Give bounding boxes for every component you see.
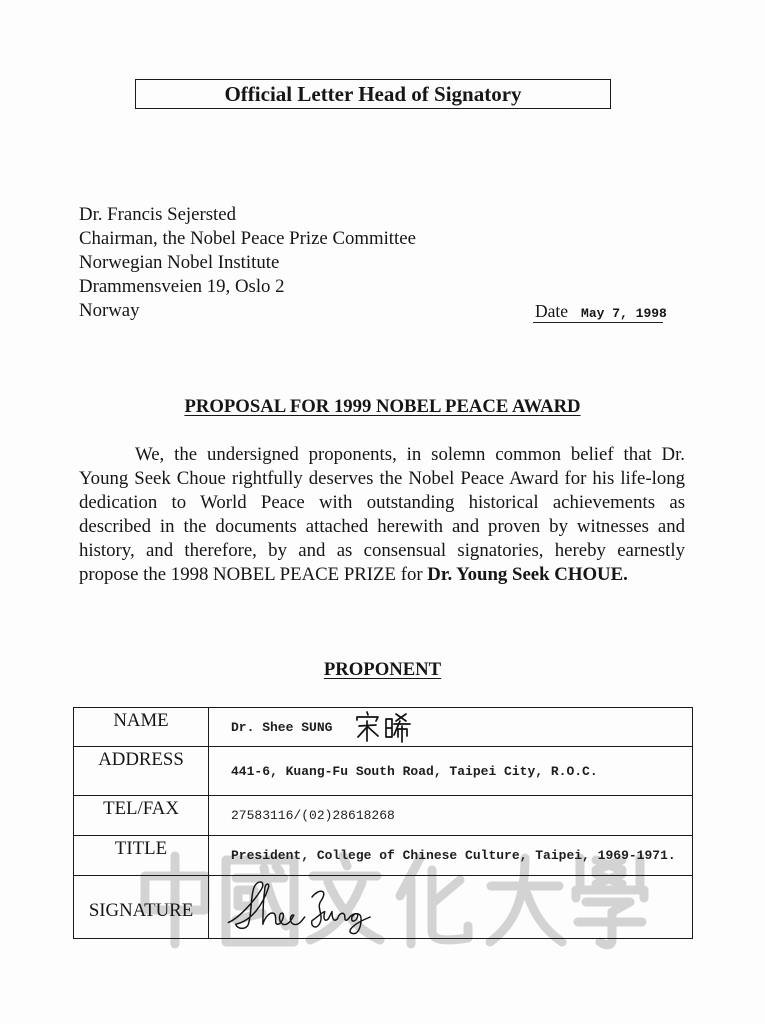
handwritten-glyph bbox=[386, 714, 410, 742]
paragraph-line: dedication to World Peace with outstanding historical achievements as bbox=[79, 492, 685, 513]
title-value: President, College of Chinese Culture, Taipei, 1969-1971. bbox=[231, 848, 676, 863]
paragraph-line: Young Seek Choue rightfully deserves the Nobel Peace Award for his life-long bbox=[79, 468, 685, 489]
recipient-line: Norway bbox=[79, 300, 140, 321]
handwritten-glyph bbox=[357, 712, 378, 741]
paragraph-closing-line bbox=[79, 563, 685, 587]
recipient-line: Drammensveien 19, Oslo 2 bbox=[79, 276, 285, 297]
recipient-address-block bbox=[79, 203, 416, 323]
address-label: ADDRESS bbox=[74, 747, 209, 796]
handwritten-signature bbox=[217, 877, 387, 937]
nominee-name: Dr. Young Seek CHOUE. bbox=[427, 564, 628, 585]
title-value-cell bbox=[209, 836, 692, 876]
recipient-line: Dr. Francis Sejersted bbox=[79, 204, 236, 225]
proposal-heading-text: PROPOSAL FOR 1999 NOBEL PEACE AWARD bbox=[184, 396, 581, 417]
paragraph-line: history, and therefore, by and as consensual signatories, hereby earnestly bbox=[79, 540, 685, 561]
letterhead-title: Official Letter Head of Signatory bbox=[224, 81, 522, 106]
proposal-paragraph bbox=[79, 443, 685, 587]
name-label: NAME bbox=[74, 708, 209, 747]
letterhead-box bbox=[135, 79, 611, 109]
handwritten-chinese-name bbox=[354, 711, 412, 743]
address-value: 441-6, Kuang-Fu South Road, Taipei City, R.O.C. bbox=[231, 763, 598, 779]
signature-stroke bbox=[312, 891, 371, 933]
recipient-line: Norwegian Nobel Institute bbox=[79, 252, 280, 273]
handwritten-strokes bbox=[357, 712, 410, 742]
date-label: Date bbox=[535, 301, 569, 321]
signature-label: SIGNATURE bbox=[74, 876, 209, 938]
proposal-heading bbox=[0, 395, 765, 419]
tel-fax-value-cell bbox=[209, 796, 692, 836]
date-field bbox=[533, 301, 667, 323]
name-value-cell bbox=[209, 708, 692, 747]
proponent-heading bbox=[0, 658, 765, 682]
signature-stroke bbox=[228, 882, 304, 928]
closing-text: propose the 1998 NOBEL PEACE PRIZE for bbox=[79, 564, 423, 585]
tel-fax-value: 27583116/(02)28618268 bbox=[231, 808, 395, 823]
recipient-line: Chairman, the Nobel Peace Prize Committee bbox=[79, 228, 416, 249]
signature-cell bbox=[209, 876, 692, 938]
tel-fax-label: TEL/FAX bbox=[74, 796, 209, 836]
name-value: Dr. Shee SUNG bbox=[231, 719, 333, 735]
proponent-heading-text: PROPONENT bbox=[323, 659, 442, 680]
title-label: TITLE bbox=[74, 836, 209, 876]
proponent-table bbox=[73, 707, 693, 939]
paragraph-line: We, the undersigned proponents, in solemn common belief that Dr. bbox=[135, 444, 685, 465]
address-value-cell bbox=[209, 747, 692, 796]
paragraph-line: described in the documents attached herewith and proven by witnesses and bbox=[79, 516, 685, 537]
signature-strokes bbox=[228, 882, 370, 934]
date-value: May 7, 1998 bbox=[581, 306, 667, 321]
